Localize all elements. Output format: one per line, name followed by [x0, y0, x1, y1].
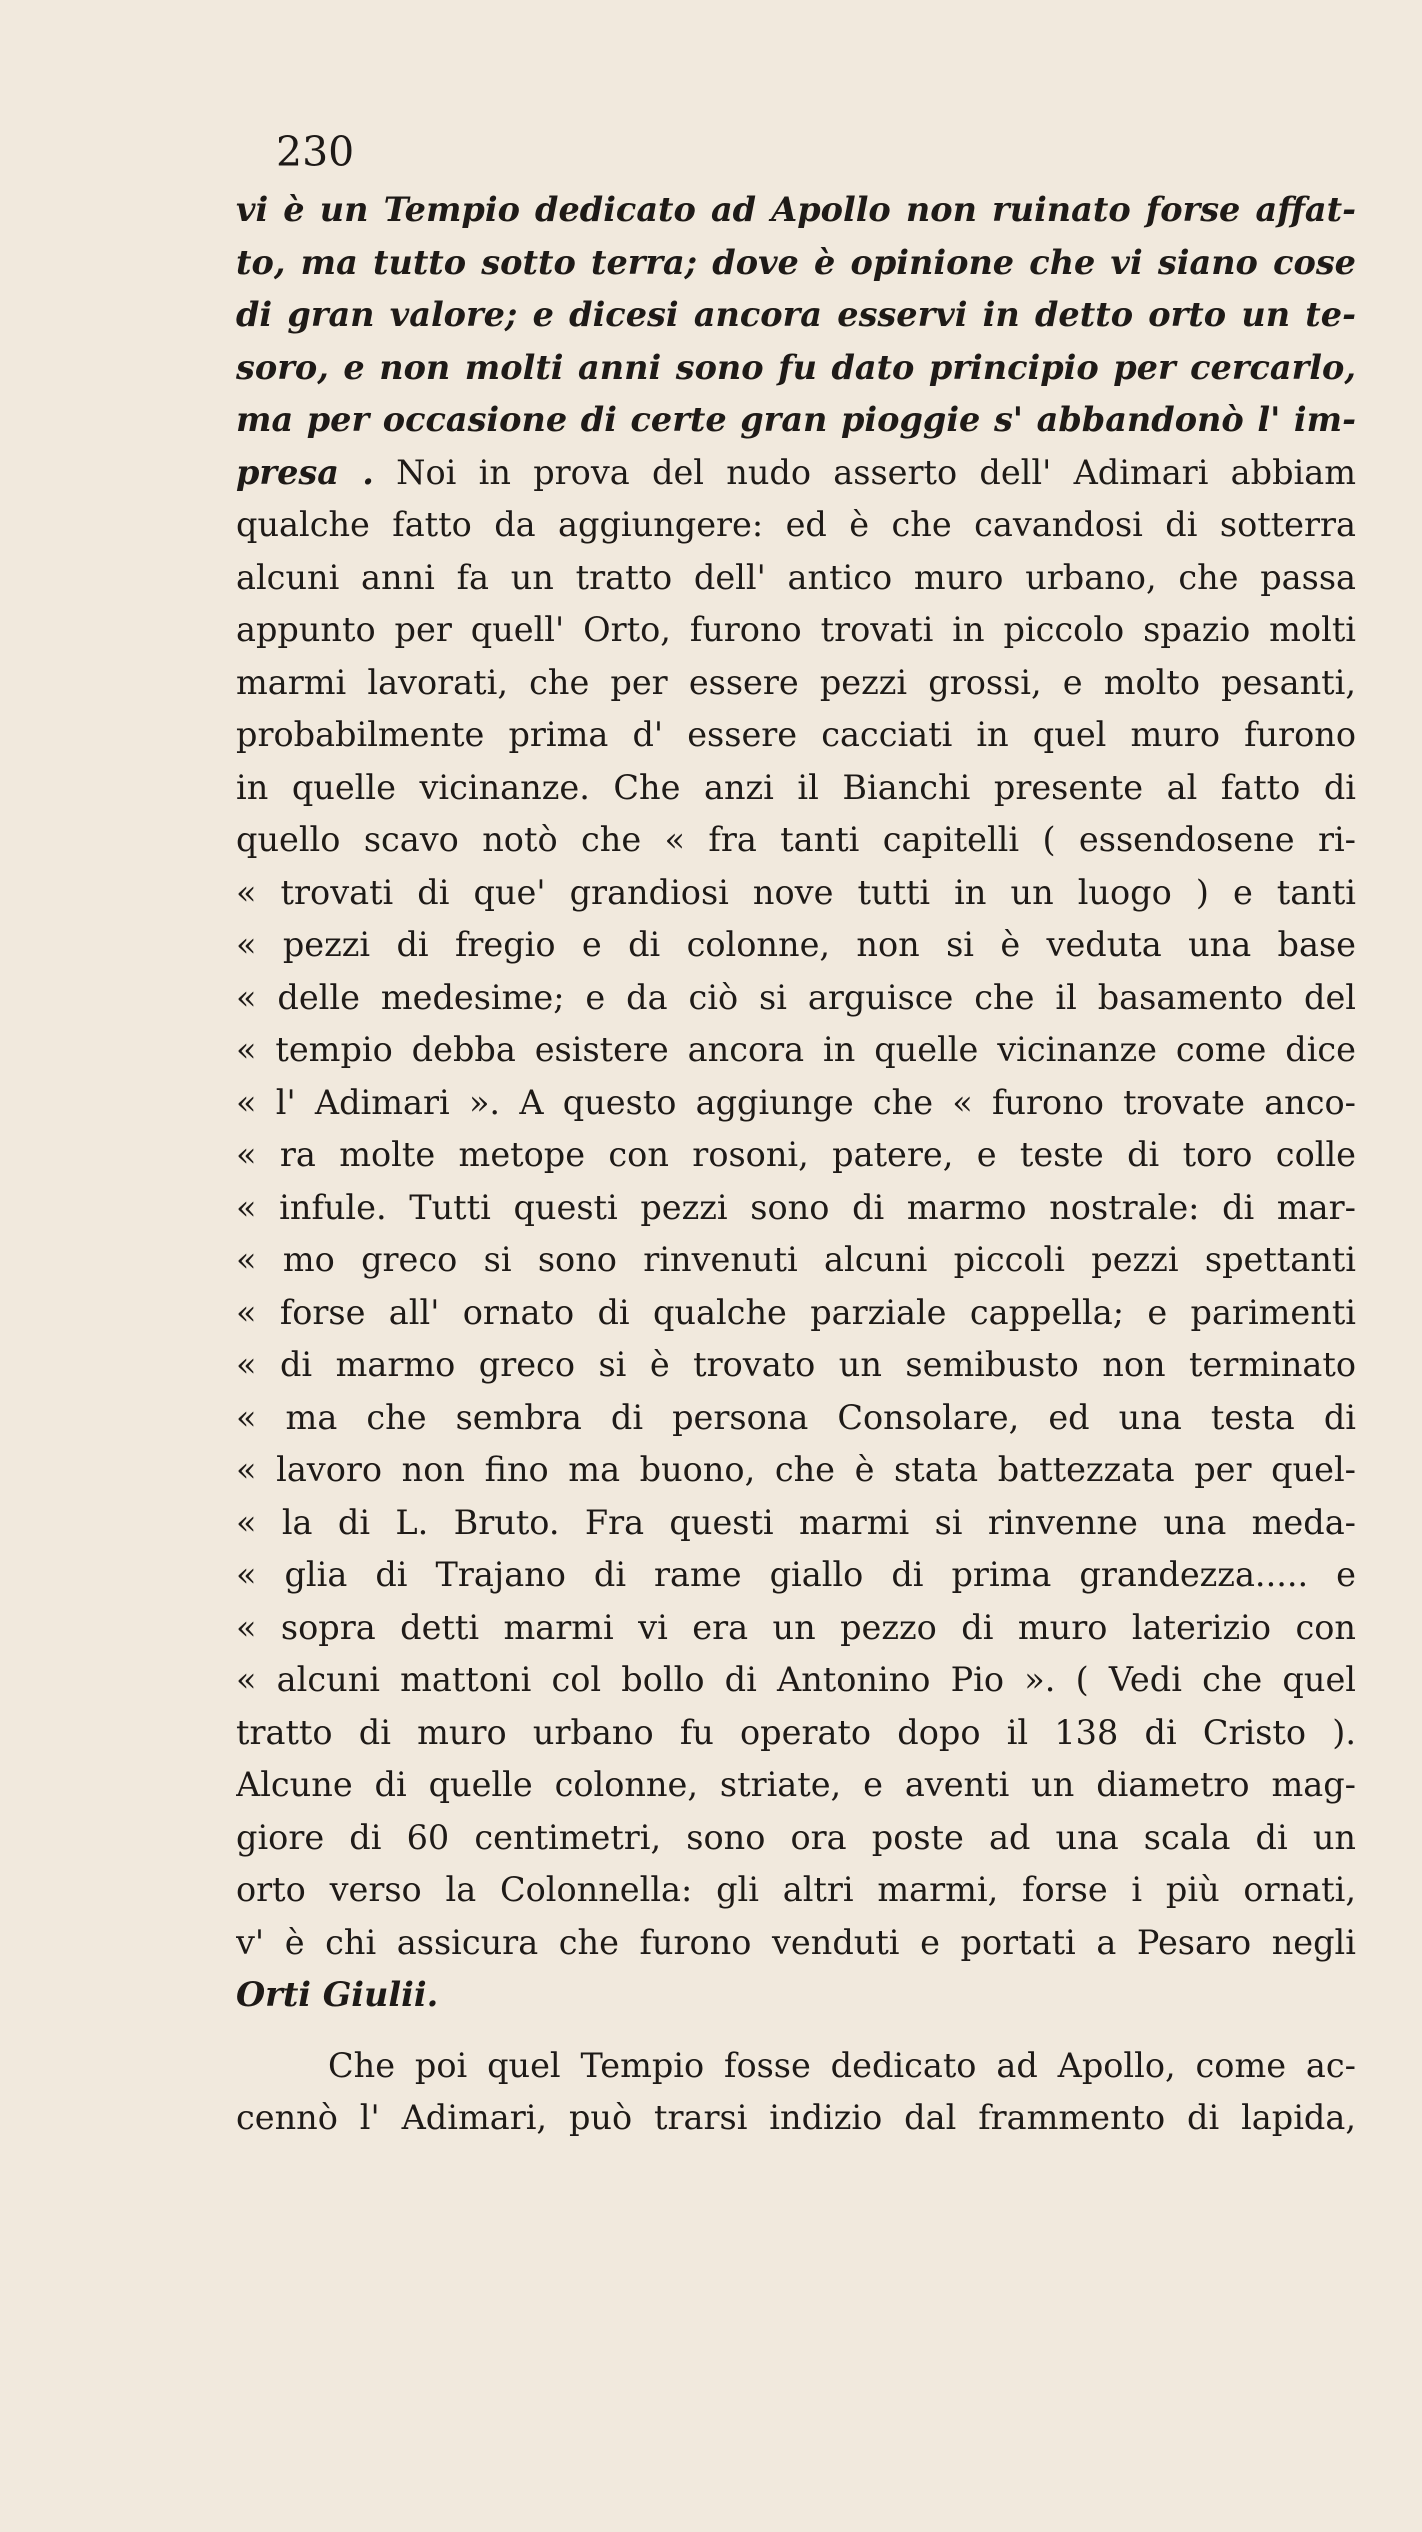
text-line: in quelle vicinanze. Che anzi il Bianchi presente al fatto di [236, 767, 1356, 807]
text-line: « lavoro non fino ma buono, che è stata battezzata per quel- [236, 1450, 1356, 1489]
text-line: Che poi quel Tempio fosse dedicato ad Apollo, come ac- [328, 2045, 1356, 2085]
text-line: qualche fatto da aggiungere: ed è che cavandosi di sotterra [236, 505, 1356, 544]
text-line: Orti Giulii. [236, 1975, 439, 2014]
text-line: alcuni anni fa un tratto dell' antico muro urbano, che passa [236, 557, 1356, 597]
text-line: « ma che sembra di persona Consolare, ed una testa di [236, 1397, 1356, 1437]
text-line: « di marmo greco si è trovato un semibusto non terminato [236, 1345, 1356, 1384]
text-line: di gran valore; e dicesi ancora esservi in detto orto un te- [236, 295, 1356, 334]
text-line: « la di L. Bruto. Fra questi marmi si rinvenne una meda- [236, 1502, 1356, 1542]
text-line [236, 447, 1356, 500]
text-line: « l' Adimari ». A questo aggiunge che « furono trovate anco- [236, 1082, 1356, 1122]
text-line: quello scavo notò che « fra tanti capitelli ( essendosene ri- [236, 820, 1356, 859]
text-line: « sopra detti marmi vi era un pezzo di muro laterizio con [236, 1607, 1356, 1647]
text-line: « glia di Trajano di rame giallo di prima grandezza..... e [236, 1555, 1356, 1594]
body-text [236, 184, 1356, 2145]
text-line: soro, e non molti anni sono fu dato principio per cercarlo, [236, 347, 1356, 387]
text-line: Alcune di quelle colonne, striate, e aventi un diametro mag- [236, 1765, 1356, 1804]
text-line: cennò l' Adimari, può trarsi indizio dal frammento di lapida, [236, 2098, 1356, 2137]
text-line: « ra molte metope con rosoni, patere, e teste di toro colle [236, 1135, 1356, 1174]
text-line: « delle medesime; e da ciò si arguisce che il basamento del [236, 977, 1356, 1017]
page-number: 230 [276, 128, 355, 176]
text-line: probabilmente prima d' essere cacciati in quel muro furono [236, 715, 1356, 754]
text-line: « alcuni mattoni col bollo di Antonino Pio ». ( Vedi che quel [236, 1660, 1356, 1699]
text-line: v' è chi assicura che furono venduti e portati a Pesaro negli [236, 1922, 1356, 1962]
text-line: vi è un Tempio dedicato ad Apollo non ruinato forse affat- [236, 190, 1356, 229]
text-line: « infule. Tutti questi pezzi sono di marmo nostrale: di mar- [236, 1187, 1356, 1227]
text-line: « pezzi di fregio e di colonne, non si è veduta una base [236, 925, 1356, 964]
text-line: appunto per quell' Orto, furono trovati in piccolo spazio molti [236, 610, 1356, 649]
text-line-italic-part: presa . [236, 452, 374, 492]
text-line: marmi lavorati, che per essere pezzi grossi, e molto pesanti, [236, 662, 1356, 702]
text-line: « forse all' ornato di qualche parziale cappella; e parimenti [236, 1292, 1356, 1332]
text-line: « trovati di que' grandiosi nove tutti in un luogo ) e tanti [236, 872, 1356, 912]
text-line: giore di 60 centimetri, sono ora poste ad una scala di un [236, 1817, 1356, 1857]
text-line: ma per occasione di certe gran pioggie s' abbandonò l' im- [236, 400, 1356, 439]
text-line: tratto di muro urbano fu operato dopo il 138 di Cristo ). [236, 1712, 1356, 1752]
text-line: to, ma tutto sotto terra; dove è opinione che vi siano cose [236, 242, 1356, 282]
text-line-roman-part: Noi in prova del nudo asserto dell' Adimari abbiam [373, 452, 1356, 492]
text-line: « mo greco si sono rinvenuti alcuni piccoli pezzi spettanti [236, 1240, 1356, 1279]
text-line: orto verso la Colonnella: gli altri marmi, forse i più ornati, [236, 1870, 1356, 1909]
text-line: « tempio debba esistere ancora in quelle vicinanze come dice [236, 1030, 1356, 1069]
paragraph-gap [236, 2022, 1356, 2040]
